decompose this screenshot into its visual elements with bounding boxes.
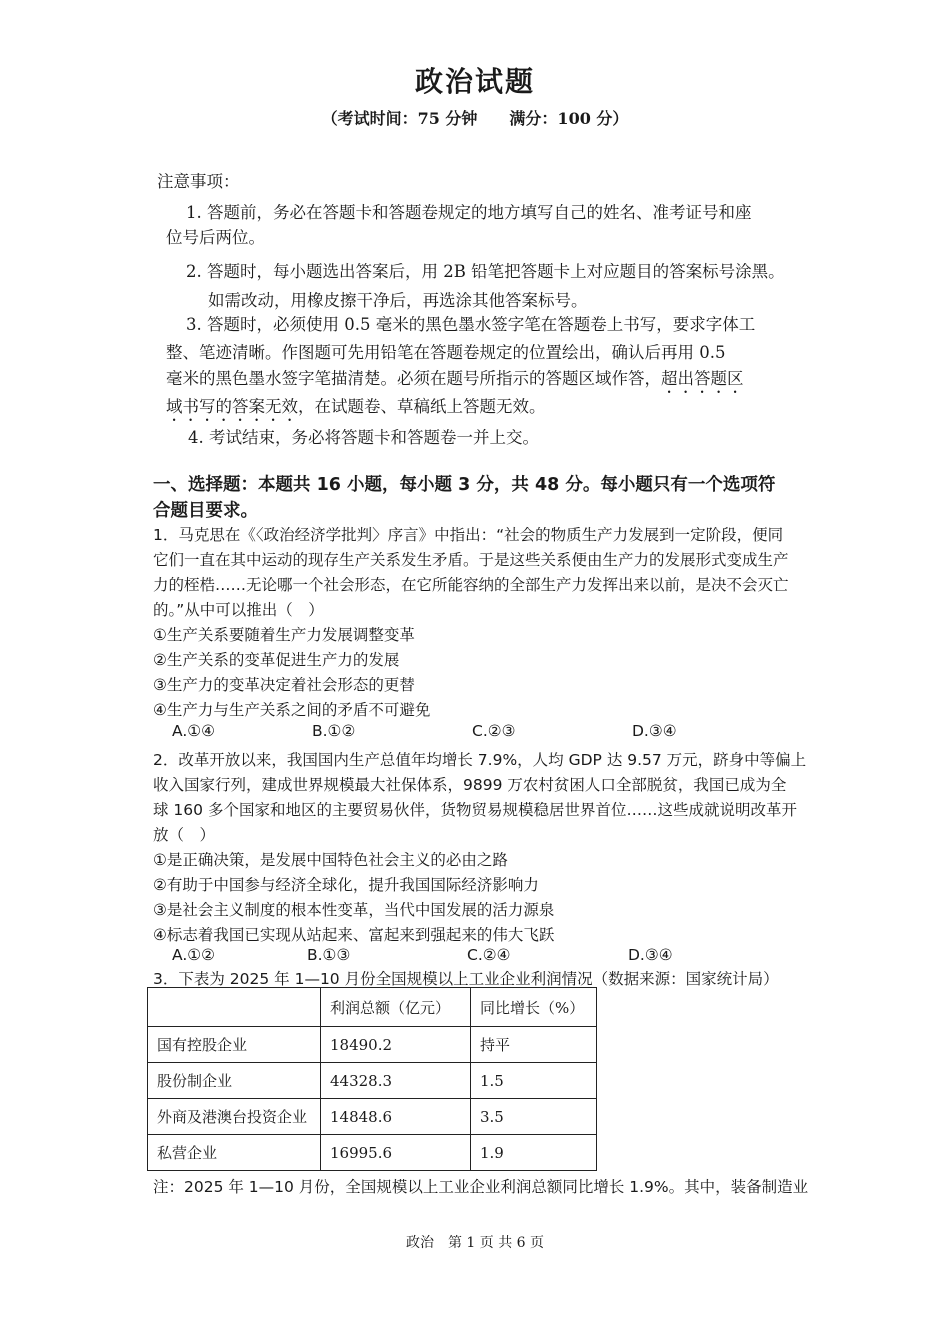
section-heading: 合题目要求。 <box>153 501 258 521</box>
notice-line: 位号后两位。 <box>166 228 265 247</box>
profit-table <box>147 987 597 1171</box>
question-item: ②有助于中国参与经济全球化，提升我国国际经济影响力 <box>153 876 539 894</box>
notice-text: 毫米的黑色墨水签字笔描清楚。必须在题号所指示的答题区域作答， <box>166 369 661 388</box>
notice-text: 在试题卷、草稿纸上答题无效 <box>314 397 529 416</box>
option-d: D.③④ <box>632 722 677 740</box>
table-cell: 外商及港澳台投资企业 <box>148 1099 321 1135</box>
question-item: ③是社会主义制度的根本性变革，当代中国发展的活力源泉 <box>153 901 555 919</box>
notice-line: 4. 考试结束，务必将答题卡和答题卷一并上交。 <box>188 428 539 447</box>
option-c: C.②③ <box>472 722 516 740</box>
table-cell: 3.5 <box>471 1099 597 1135</box>
option-c: C.②④ <box>467 946 511 964</box>
question-stem: 它们一直在其中运动的现存生产关系发生矛盾。于是这些关系便由生产力的发展形式变成生产 <box>153 551 789 569</box>
question-item: ③生产力的变革决定着社会形态的更替 <box>153 676 415 694</box>
page-footer: 政治 第 1 页 共 6 页 <box>405 1235 545 1251</box>
table-cell: 14848.6 <box>321 1099 471 1135</box>
table-header-cell: 利润总额（亿元） <box>321 988 471 1027</box>
notice-line <box>166 393 546 425</box>
question-item: ④标志着我国已实现从站起来、富起来到强起来的伟大飞跃 <box>153 926 555 944</box>
emphasized-text: 超出答题区 <box>661 369 744 388</box>
table-row <box>148 1063 597 1099</box>
table-cell: 股份制企业 <box>148 1063 321 1099</box>
option-a: A.①④ <box>172 722 216 740</box>
table-cell: 44328.3 <box>321 1063 471 1099</box>
table-row <box>148 1135 597 1171</box>
table-header-cell: 同比增长（%） <box>471 988 597 1027</box>
emphasized-text: 域书写的答案无效， <box>166 397 315 416</box>
option-b: B.①② <box>312 722 356 740</box>
section-heading: 一、选择题：本题共 16 小题，每小题 3 分，共 48 分。每小题只有一个选项符 <box>153 475 776 495</box>
question-item: ①生产关系要随着生产力发展调整变革 <box>153 626 415 644</box>
question-stem: 3．下表为 2025 年 1—10 月份全国规模以上工业企业利润情况（数据来源：国家统计局） <box>153 970 779 988</box>
question-item: ④生产力与生产关系之间的矛盾不可避免 <box>153 701 431 719</box>
question-stem: 放（ ） <box>153 826 216 844</box>
notice-line: 3. 答题时，必须使用 0.5 毫米的黑色墨水签字笔在答题卷上书写，要求字体工 <box>186 315 756 334</box>
option-a: A.①② <box>172 946 216 964</box>
table-cell: 18490.2 <box>321 1027 471 1063</box>
table-row <box>148 1027 597 1063</box>
question-stem: 的。”从中可以推出（ ） <box>153 601 324 619</box>
question-stem: 2．改革开放以来，我国国内生产总值年均增长 7.9%，人均 GDP 达 9.57 万元，跻身中等偏上 <box>153 751 807 769</box>
table-cell: 16995.6 <box>321 1135 471 1171</box>
notice-line: 1. 答题前，务必在答题卡和答题卷规定的地方填写自己的姓名、准考证号和座 <box>186 203 752 222</box>
table-cell: 持平 <box>471 1027 597 1063</box>
table-row <box>148 1099 597 1135</box>
notice-line: 2. 答题时，每小题选出答案后，用 2B 铅笔把答题卡上对应题目的答案标号涂黑。 <box>186 262 785 281</box>
question-item: ①是正确决策，是发展中国特色社会主义的必由之路 <box>153 851 508 869</box>
notice-line: 整、笔迹清晰。作图题可先用铅笔在答题卷规定的位置绘出，确认后再用 0.5 <box>166 343 726 362</box>
table-cell: 私营企业 <box>148 1135 321 1171</box>
page-title: 政治试题 <box>414 65 535 98</box>
exam-info: （考试时间：75 分钟 满分：100 分） <box>321 109 629 128</box>
table-header-row <box>148 988 597 1027</box>
question-stem: 1．马克思在《〈政治经济学批判〉序言》中指出：“社会的物质生产力发展到一定阶段，便同 <box>153 526 784 544</box>
question-item: ②生产关系的变革促进生产力的发展 <box>153 651 400 669</box>
option-d: D.③④ <box>628 946 673 964</box>
option-b: B.①③ <box>307 946 351 964</box>
notice-heading: 注意事项： <box>157 172 240 191</box>
table-cell: 1.9 <box>471 1135 597 1171</box>
question-stem: 收入国家行列，建成世界规模最大社保体系，9899 万农村贫困人口全部脱贫，我国已成为全 <box>153 776 787 794</box>
notice-text: 。 <box>529 397 546 416</box>
table-note: 注：2025 年 1—10 月份，全国规模以上工业企业利润总额同比增长 1.9%。其中，装备制造业 <box>153 1178 809 1196</box>
table-cell: 1.5 <box>471 1063 597 1099</box>
question-stem: 力的桎梏……无论哪一个社会形态，在它所能容纳的全部生产力发挥出来以前，是决不会灭亡 <box>153 576 789 594</box>
table-cell: 国有控股企业 <box>148 1027 321 1063</box>
table-header-cell <box>148 988 321 1027</box>
notice-line: 如需改动，用橡皮擦干净后，再选涂其他答案标号。 <box>208 291 588 310</box>
question-stem: 球 160 多个国家和地区的主要贸易伙伴，货物贸易规模稳居世界首位……这些成就说明改革开 <box>153 801 797 819</box>
